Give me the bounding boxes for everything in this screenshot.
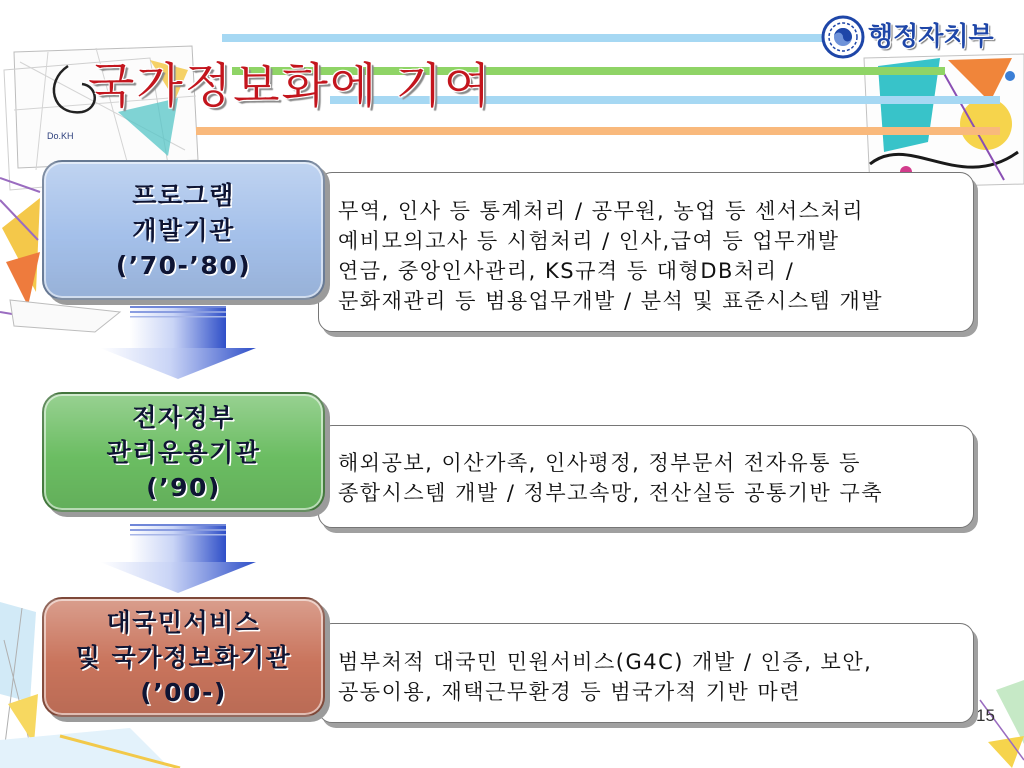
stage-label-line: 대국민서비스: [106, 607, 261, 637]
stage-box-program-development: [42, 160, 325, 300]
stage-label-line: 프로그램: [132, 180, 235, 210]
ministry-name: 행정자치부: [868, 22, 994, 52]
arrow-head: [100, 562, 256, 593]
arrow-band: [130, 524, 226, 526]
header-stripe-orange: [196, 127, 1000, 135]
description-line: 문화재관리 등 범용업무개발 / 분석 및 표준시스템 개발: [338, 289, 884, 313]
description-line: 해외공보, 이산가족, 인사평정, 정부문서 전자유통 등: [338, 451, 861, 475]
arrow-head: [100, 348, 256, 379]
clipart-shape: [996, 680, 1024, 744]
ministry-logo: [821, 15, 1007, 59]
stage-label-line: 및 국가정보화기관: [75, 642, 292, 672]
description-line: 공동이용, 재택근무환경 등 범국가적 기반 마련: [338, 680, 801, 704]
stage-box-public-service-informatization: [42, 597, 325, 717]
stage-period-label: (’70-’80): [115, 250, 252, 280]
description-line: 예비모의고사 등 시험처리 / 인사,급여 등 업무개발: [338, 229, 840, 253]
stage-label-line: 개발기관: [132, 215, 235, 245]
stage-period-label: (’00-): [140, 677, 227, 707]
down-arrow-icon: [98, 521, 258, 595]
clipart-shape: [0, 728, 170, 768]
author-mark: Do.KH: [47, 131, 74, 141]
down-arrow-icon: [98, 303, 258, 381]
ministry-emblem-icon: [821, 15, 865, 59]
clipart-shape: [1005, 71, 1015, 81]
clipart-shape: [8, 694, 38, 744]
clipart-shape: [960, 98, 1012, 150]
arrow-band: [130, 306, 226, 308]
clipart-shape: [0, 602, 36, 702]
arrow-band: [130, 529, 226, 531]
description-line: 종합시스템 개발 / 정부고속망, 전산실등 공통기반 구축: [338, 481, 884, 505]
slide-title: 국가정보화에 기여: [88, 58, 493, 114]
stage-label-line: 관리운용기관: [106, 437, 261, 467]
page-number: 15: [976, 706, 995, 725]
stage-description-box: [318, 425, 974, 528]
arrow-band: [130, 311, 226, 313]
stage-box-e-government-operation: [42, 392, 325, 512]
stage-label-line: 전자정부: [132, 402, 235, 432]
header-stripe-blue: [222, 34, 824, 42]
description-line: 연금, 중앙인사관리, KS규격 등 대형DB처리 /: [338, 259, 795, 283]
description-line: 범부처적 대국민 민원서비스(G4C) 개발 / 인증, 보안,: [338, 650, 873, 674]
stage-period-label: (’90): [146, 472, 221, 502]
arrow-band: [130, 534, 226, 536]
description-line: 무역, 인사 등 통계처리 / 공무원, 농업 등 센서스처리: [338, 199, 865, 223]
stage-description-box: [318, 172, 974, 332]
arrow-band: [130, 316, 226, 318]
stage-description-box: [318, 623, 974, 723]
